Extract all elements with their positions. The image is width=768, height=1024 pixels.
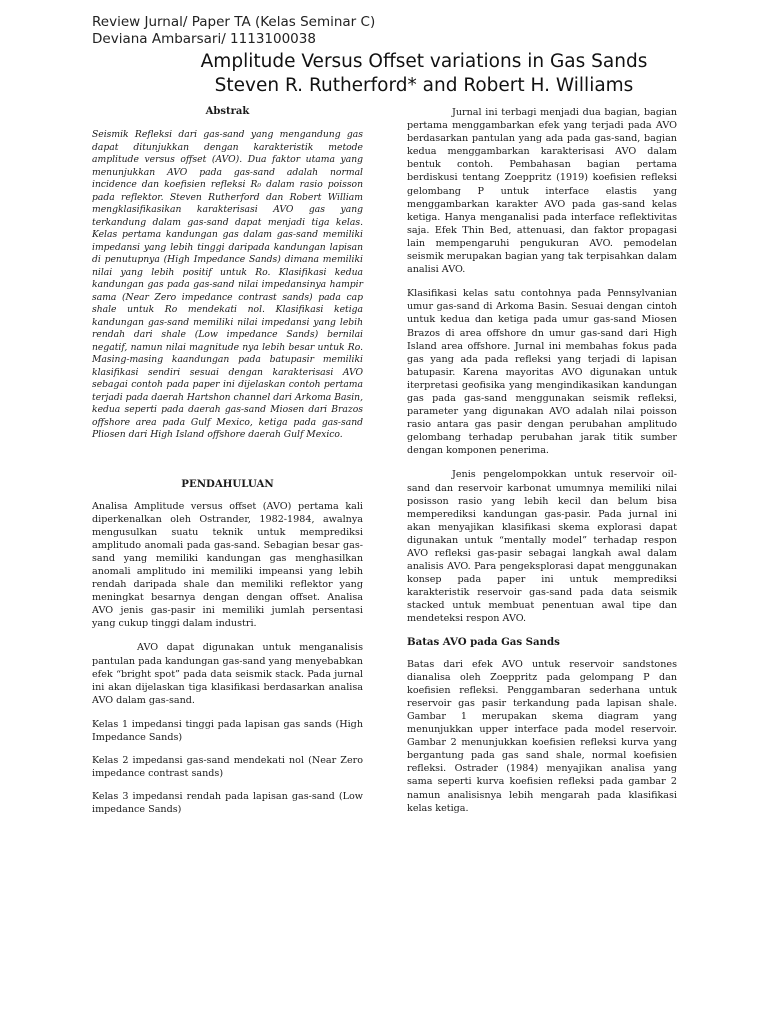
paper-title: Amplitude Versus Offset variations in Gas Sands xyxy=(200,51,648,72)
right-paragraph-1: Jurnal ini terbagi menjadi dua bagian, bagian pertama menggambarkan efek yang terjadi pada AVO berdasarkan pantulan yang ada pada gas-sand, bagian kedua menggambarkan karakterisasi AVO dalam bentuk contoh. Pembahasan bagian pertama berdiskusi tentang Zoeppritz (1919) koefisien refleksi gelombang P untuk interface elastis yang menggambarkan karakter AVO pada gas-sand kelas ketiga. Hanya menganalisi pada interface reflektivitas saja. Efek Thin Bed, attenuasi, dan faktor propagasi lain mempengaruhi pengukuran AVO. pemodelan seismik merupakan bagian yang tak terpisahkan dalam analisi AVO. xyxy=(407,107,677,276)
right-paragraph-3: Jenis pengelompokkan untuk reservoir oil-sand dan reservoir karbonat umumnya memiliki nilai posisson rasio yang lebih kecil dan belum bisa memperediksi kandungan gas-pasir. Pada jurnal ini akan menyajikan klasifikasi skema explorasi dapat digunakan untuk “mentally model” terhadap respon AVO refleksi gas-pasir sebagai langkah awal dalam analisis AVO. Para pengeksplorasi dapat menggunakan konsep pada paper ini untuk memprediksi karakteristik reservoir gas-sand pada data seismik stacked untuk membuat penentuan awal tipe dan mendeteksi respon AVO. xyxy=(407,469,677,625)
intro-paragraph-1: Analisa Amplitude versus offset (AVO) pertama kali diperkenalkan oleh Ostrander, 1982-1984, awalnya mengusulkan suatu teknik untuk memprediksi amplitudo anomali pada gas-sand. Sebagian besar gas-sand yang memiliki kandungan gas menghasilkan anomali amplitudo ini memiliki impeansi yang lebih rendah daripada shale dan memiliki reflektor yang meningkat besarnya dengan dengan offset. Analisa AVO jenis gas-pasir ini memiliki jumlah persentasi yang cukup tinggi dalam industri. xyxy=(92,500,363,630)
header-course-line: Review Jurnal/ Paper TA (Kelas Seminar C) xyxy=(92,14,376,30)
header-author-line: Deviana Ambarsari/ 1113100038 xyxy=(92,31,316,47)
class-1-item: Kelas 1 impedansi tinggi pada lapisan gas sands (High Impedance Sands) xyxy=(92,718,363,743)
abstract-heading: Abstrak xyxy=(205,106,250,117)
class-3-item: Kelas 3 impedansi rendah pada lapisan gas-sand (Low impedance Sands) xyxy=(92,791,363,816)
right-paragraph-2: Klasifikasi kelas satu contohnya pada Pennsylvanian umur gas-sand di Arkoma Basin. Sesuai dengan cintoh untuk kedua dan ketiga pada umur gas-sand Miosen Brazos di area offshore dn umur gas-sand dari High Island area offshore. Jurnal ini membahas fokus pada gas yang ada pada refleksi yang terjadi di lapisan batupasir. Karena mayoritas AVO digunakan untuk iterpretasi geofisika yang mengindikasikan kandungan gas pada gas-sand menggunakan seismik refleksi, parameter yang digunakan AVO adalah nilai poisson rasio antara gas pasir dengan perubahan amplitudo gelombang terhadap perubahan jarak titik sumber dengan komponen penerima. xyxy=(407,288,677,457)
intro-paragraph-2: AVO dapat digunakan untuk menganalisis pantulan pada kandungan gas-sand yang menyebabkan efek “bright spot” pada data seismik stack. Pada jurnal ini akan dijelaskan tiga klasifikasi berdasarkan analisa AVO dalam gas-sand. xyxy=(92,642,363,706)
right-paragraph-4: Batas dari efek AVO untuk reservoir sandstones dianalisa oleh Zoeppritz pada gelompang P dan koefisien refleksi. Penggambaran sederhana untuk reservoir gas pasir terkandung pada lapisan shale. Gambar 1 merupakan skema diagram yang menunjukkan upper interface pada model reservoir. Gambar 2 menunjukkan koefisien refleksi kurva yang bergantung pada gas sand shale, normal koefisien refleksi. Ostrader (1984) menyajikan analisa yang sama seperti kurva koefisien refleksi pada gambar 2 namun analisisnya lebih mengarah pada klasifikasi kelas ketiga. xyxy=(407,658,677,814)
abstract-text: Seismik Refleksi dari gas-sand yang mengandung gas dapat ditunjukkan dengan karakteristik metode amplitude versus offset (AVO). Dua faktor utama yang menunjukkan AVO pada gas-sand adalah normal incidence dan koefisien refleksi R₀ dalam rasio poisson pada reflektor. Steven Rutherford dan Robert William mengklasifikasikan karakterisasi AVO gas yang terkandung dalam gas-sand dapat menjadi tiga kelas. Kelas pertama kandungan gas dalam gas-sand memiliki impedansi yang lebih tinggi daripada kandungan lapisan di penutupnya (High Impedance Sands) dimana memiliki nilai yang lebih positif untuk Ro. Klasifikasi kedua kandungan gas pada gas-sand nilai impedansinya hampir sama (Near Zero impedance contrast sands) pada cap shale untuk Ro mendekati nol. Klasifikasi ketiga kandungan gas-sand memiliki nilai impedansi yang lebih rendah dari shale (Low impedance Sands) bernilai negatif, namun nilai magnitude nya lebih besar untuk Ro. Masing-masing kaandungan pada batupasir memiliki klasifikasi sendiri sesuai dengan karakterisasi AVO sebagai contoh pada paper ini dijelaskan contoh pertama terjadi pada daerah Hartshon channel dari Arkoma Basin, kedua seperti pada daerah gas-sand Miosen dari Brazos offshore area pada Gulf Mexico, ketiga pada gas-sand Pliosen dari High Island offshore daerah Gulf Mexico. xyxy=(92,129,363,440)
section-heading-pendahuluan: PENDAHULUAN xyxy=(181,477,274,490)
class-2-item: Kelas 2 impedansi gas-sand mendekati nol (Near Zero impedance contrast sands) xyxy=(92,755,363,780)
section-heading-batas-avo: Batas AVO pada Gas Sands xyxy=(407,635,560,648)
paper-authors: Steven R. Rutherford* and Robert H. Williams xyxy=(214,75,634,96)
left-column xyxy=(92,106,363,816)
right-column xyxy=(407,106,677,815)
